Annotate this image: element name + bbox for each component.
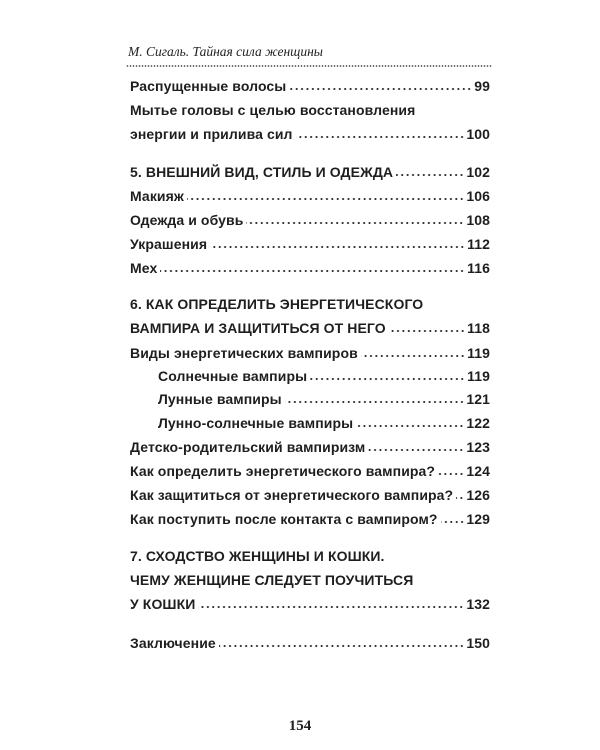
toc-entry: [130, 188, 490, 208]
toc-entry-page: 123: [466, 439, 490, 455]
toc-entry-title: У КОШКИ: [130, 596, 196, 612]
toc-entry-title: Макияж: [130, 188, 184, 204]
dot-leader: [361, 354, 465, 358]
toc-entry: [130, 548, 490, 568]
toc-entry-page: 108: [466, 212, 490, 228]
toc-entry-page: 126: [466, 487, 490, 503]
dot-leader: [198, 605, 464, 609]
toc-entry: [130, 439, 490, 459]
toc-entry-title: Детско-родительский вампиризм: [130, 439, 366, 455]
toc-entry: [130, 296, 490, 316]
toc-entry-title: 6. КАК ОПРЕДЕЛИТЬ ЭНЕРГЕТИЧЕСКОГО: [130, 296, 424, 312]
toc-entry-title: энергии и прилива сил: [130, 126, 293, 142]
toc-entry: [130, 596, 490, 616]
toc-entry-title: Как определить энергетического вампира?: [130, 463, 436, 479]
toc-entry-title: Виды энергетических вампиров: [130, 345, 358, 361]
toc-entry-page: 112: [467, 236, 490, 252]
toc-entry-page: 129: [466, 511, 490, 527]
toc-entry-page: 118: [467, 320, 490, 336]
toc-entry-page: 106: [466, 188, 490, 204]
dot-leader: [285, 400, 465, 404]
toc-entry: [130, 487, 490, 507]
toc-entry: [158, 415, 490, 435]
header-divider: [126, 65, 492, 67]
dot-leader: [160, 269, 465, 273]
dot-leader: [289, 87, 472, 91]
dot-leader: [441, 520, 465, 524]
dot-leader: [356, 424, 464, 428]
toc-entry-title: ВАМПИРА И ЗАЩИТИТЬСЯ ОТ НЕГО: [130, 320, 386, 336]
toc-entry-page: 122: [466, 415, 490, 431]
dot-leader: [246, 221, 464, 225]
dot-leader: [296, 135, 465, 139]
toc-entry: [130, 320, 490, 340]
toc-entry-title: Мытье головы с целью восстановления: [130, 102, 416, 118]
toc-entry-title: Одежда и обувь: [130, 212, 244, 228]
toc-entry: [130, 78, 490, 98]
toc-entry: [130, 236, 490, 256]
toc-entry-page: 150: [466, 635, 490, 651]
toc-entry-title: Солнечные вампиры: [158, 368, 308, 384]
dot-leader: [396, 173, 464, 177]
toc-entry-page: 119: [467, 345, 490, 361]
toc-entry: [130, 164, 490, 184]
toc-entry-page: 116: [467, 260, 490, 276]
toc-entry: [158, 391, 490, 411]
toc-entry-page: 121: [466, 391, 490, 407]
toc-entry-page: 132: [466, 596, 490, 612]
toc-entry-title: Лунные вампиры: [158, 391, 282, 407]
toc-entry-page: 100: [466, 126, 490, 142]
dot-leader: [187, 197, 464, 201]
toc-entry-page: 119: [467, 368, 490, 384]
dot-leader: [438, 472, 464, 476]
toc-entry: [130, 126, 490, 146]
toc-entry-title: Заключение: [130, 635, 216, 651]
toc-entry: [130, 102, 490, 122]
page-number: 154: [288, 718, 312, 734]
dot-leader: [368, 448, 464, 452]
toc-entry-title: Как защититься от энергетического вампира?: [130, 487, 454, 503]
toc-entry: [130, 260, 490, 280]
dot-leader: [219, 644, 465, 648]
toc-entry: [158, 368, 490, 388]
toc-entry-title: Мех: [130, 260, 158, 276]
toc-entry-page: 124: [466, 463, 490, 479]
toc-entry-title: Украшения: [130, 236, 208, 252]
toc-entry-page: 102: [466, 164, 490, 180]
toc-entry: [130, 463, 490, 483]
toc-entry-title: 7. СХОДСТВО ЖЕНЩИНЫ И КОШКИ.: [130, 548, 385, 564]
toc-entry: [130, 635, 490, 655]
toc-entry-title: Распущенные волосы: [130, 78, 287, 94]
toc-entry-page: 99: [474, 78, 490, 94]
dot-leader: [310, 377, 465, 381]
toc-entry: [130, 572, 490, 592]
toc-entry: [130, 212, 490, 232]
toc-entry-title: ЧЕМУ ЖЕНЩИНЕ СЛЕДУЕТ ПОУЧИТЬСЯ: [130, 572, 414, 588]
toc-entry-title: Как поступить после контакта с вампиром?: [130, 511, 438, 527]
dot-leader: [456, 496, 464, 500]
dot-leader: [389, 329, 465, 333]
dot-leader: [210, 245, 465, 249]
toc-entry-title: 5. ВНЕШНИЙ ВИД, СТИЛЬ И ОДЕЖДА: [130, 164, 394, 180]
toc-entry-title: Лунно-солнечные вампиры: [158, 415, 354, 431]
running-header: М. Сигаль. Тайная сила женщины: [128, 44, 323, 59]
toc-entry: [130, 511, 490, 531]
toc-entry: [130, 345, 490, 365]
